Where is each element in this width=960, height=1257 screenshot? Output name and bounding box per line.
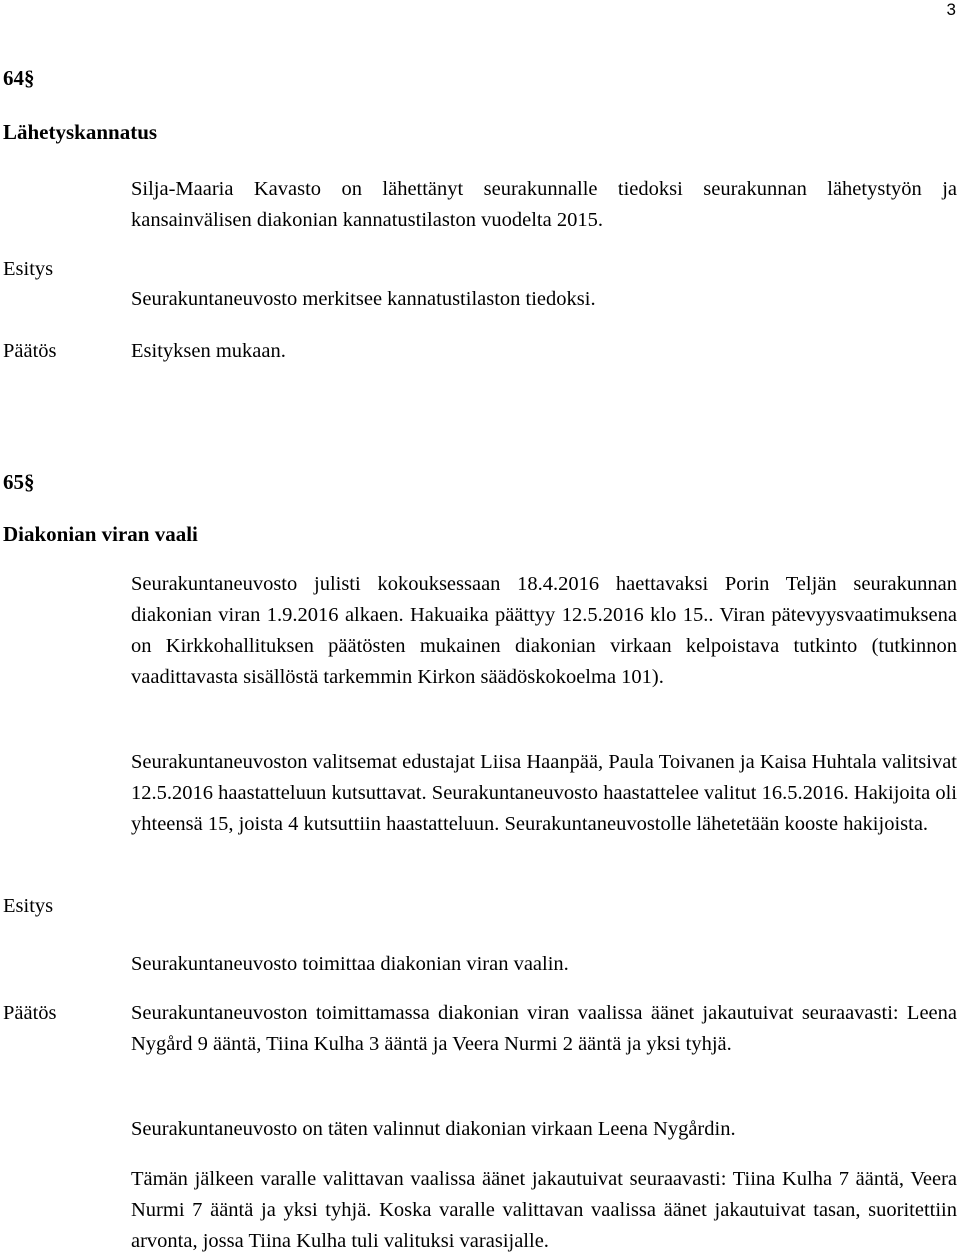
section-65-paatos-p1: Seurakuntaneuvoston toimittamassa diakonian viran vaalissa äänet jakautuivat seuraavasti: Leena Nygård 9 ääntä, Tiina Kulha 3 ääntä ja Veera Nurmi 2 ääntä ja yksi tyhjä.: [131, 1002, 957, 1055]
section-65-number: [3, 470, 35, 495]
section-65-para2: Seurakuntaneuvoston valitsemat edustajat Liisa Haanpää, Paula Toivanen ja Kaisa Huhtala valitsivat 12.5.2016 haastatteluun kutsuttavat. Seurakuntaneuvosto haastattelee valitut 16.5.2016. Hakijoita oli yhteensä 15, joista 4 kutsuttiin haastatteluun. Seurakuntaneuvostolle lähetetään kooste hakijoista.: [131, 751, 957, 835]
section-65-paatos-p2: Seurakuntaneuvosto on täten valinnut diakonian virkaan Leena Nygårdin.: [131, 1118, 736, 1140]
section-65-esitys-label: Esitys: [3, 895, 54, 917]
section-64-paatos-text: Esityksen mukaan.: [131, 340, 286, 362]
section-65-para1: Seurakuntaneuvosto julisti kokouksessaan 18.4.2016 haettavaksi Porin Teljän seurakunnan diakonian viran 1.9.2016 alkaen. Hakuaika päättyy 12.5.2016 klo 15.. Viran pätevyysvaatimuksena on Kirkkohallituksen päätösten mukainen diakonian virkaan kelpoistava tutkinto (tutkinnon vaadittavasta sisällöstä tarkemmin Kirkon säädöskokoelma 101).: [131, 573, 957, 688]
page-number: 3: [946, 0, 956, 19]
section-64-esitys-text: Seurakuntaneuvosto merkitsee kannatustilaston tiedoksi.: [131, 288, 596, 310]
section-65-title: Diakonian viran vaali: [3, 522, 198, 546]
section-64-paatos-label: Päätös: [3, 340, 57, 362]
section-64-number: [3, 66, 35, 91]
section-mark: §: [24, 66, 35, 90]
section-number: 65: [3, 470, 24, 494]
section-64-title: Lähetyskannatus: [3, 120, 158, 144]
section-number: 64: [3, 66, 24, 90]
section-64-esitys-label: Esitys: [3, 258, 54, 280]
section-mark: §: [24, 470, 35, 494]
section-65-paatos-label: Päätös: [3, 1002, 57, 1024]
section-65-paatos-p3: Tämän jälkeen varalle valittavan vaalissa äänet jakautuivat seuraavasti: Tiina Kulha 7 ääntä, Veera Nurmi 7 ääntä ja yksi tyhjä. Koska varalle valittavan vaalissa äänet jakautuivat tasan, suoritettiin arvonta, jossa Tiina Kulha tuli valituksi varasijalle.: [131, 1168, 957, 1252]
section-64-intro: Silja-Maaria Kavasto on lähettänyt seurakunnalle tiedoksi seurakunnan lähetystyön ja kansainvälisen diakonian kannatustilaston vuodelta 2015.: [131, 178, 957, 231]
section-65-esitys-text: Seurakuntaneuvosto toimittaa diakonian viran vaalin.: [131, 953, 569, 975]
